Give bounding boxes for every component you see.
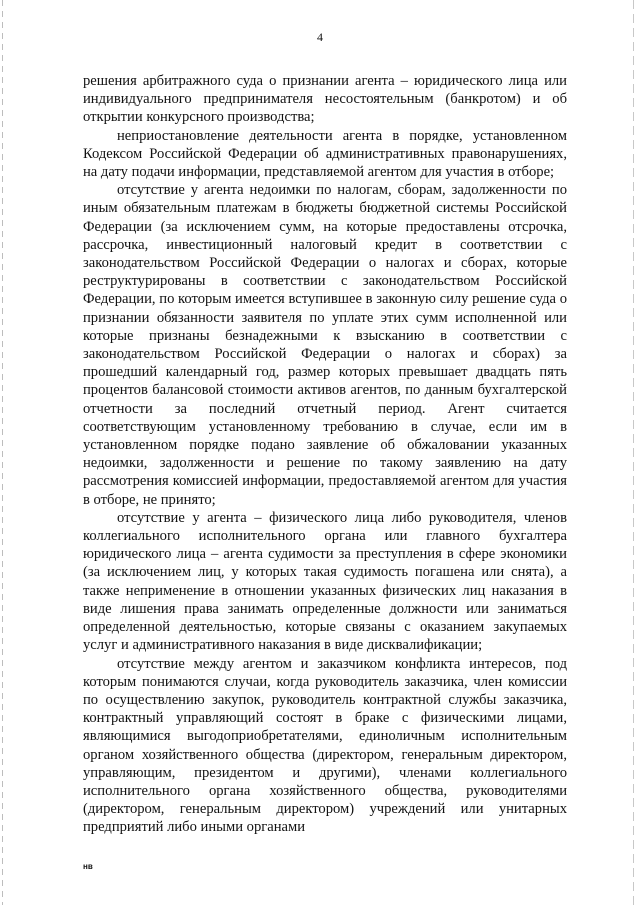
paragraph-4: отсутствие у агента – физического лица либо руководителя, членов коллегиального исполнительного органа или главного бухгалтера юридического лица – агента судимости за преступления в сфере экономики (за исключением лиц, у которых такая судимость погашена или снята), а также неприменение в отношении указанных физических лиц наказания в виде лишения права занимать определенные должности или заниматься определенной деятельностью, которые связаны с оказанием закупаемых услуг и административного наказания в виде дисквалификации; [83, 509, 567, 654]
page-number: 4 [317, 30, 323, 44]
paragraph-1: решения арбитражного суда о признании агента – юридического лица или индивидуального предпринимателя несостоятельным (банкротом) и об открытии конкурсного производства; [83, 73, 567, 126]
scan-edge-right [633, 0, 634, 905]
scan-edge-left [2, 0, 3, 905]
paragraph-3: отсутствие у агента недоимки по налогам, сборам, задолженности по иным обязательным платежам в бюджеты бюджетной системы Российской Федерации (за исключением сумм, на которые предоставлены отсрочка, рассрочка, инвестиционный налоговый кредит в соответствии с законодательством Российской Федерации о налогах и сборах, которые реструктурированы в соответствии с законодательством Российской Федерации, по которым имеется вступившее в законную силу решение суда о признании обязанности заявителя по уплате этих сумм исполненной или которые признаны безнадежными к взысканию в соответствии с законодательством Российской Федерации о налогах и сборах) за прошедший календарный год, размер которых превышает двадцать пять процентов балансовой стоимости активов агентов, по данным бухгалтерской отчетности за последний отчетный период. Агент считается соответствующим установленному требованию в случае, если им в установленном порядке подано заявление об обжаловании указанных недоимки, задолженности и решение по такому заявлению на дату рассмотрения комиссией информации, предоставляемой агентом для участия в отборе, не принято; [83, 182, 567, 508]
document-body [83, 72, 567, 837]
paragraph-5: отсутствие между агентом и заказчиком конфликта интересов, под которым понимаются случаи, когда руководитель заказчика, член комиссии по осуществлению закупок, руководитель контрактной службы заказчика, контрактный управляющий состоят в браке с физическими лицами, являющимися выгодоприобретателями, единоличным исполнительным органом хозяйственного общества (директором, генеральным директором, управляющим, президентом и другими), членами коллегиального исполнительного органа хозяйственного общества, руководителями (директором, генеральным директором) учреждений или унитарных предприятий либо иными органами [83, 655, 567, 836]
footer-code: нв [83, 862, 93, 871]
paragraph-2: неприостановление деятельности агента в порядке, установленном Кодексом Российской Федерации об административных правонарушениях, на дату подачи информации, представляемой агентом для участия в отборе; [83, 127, 567, 181]
